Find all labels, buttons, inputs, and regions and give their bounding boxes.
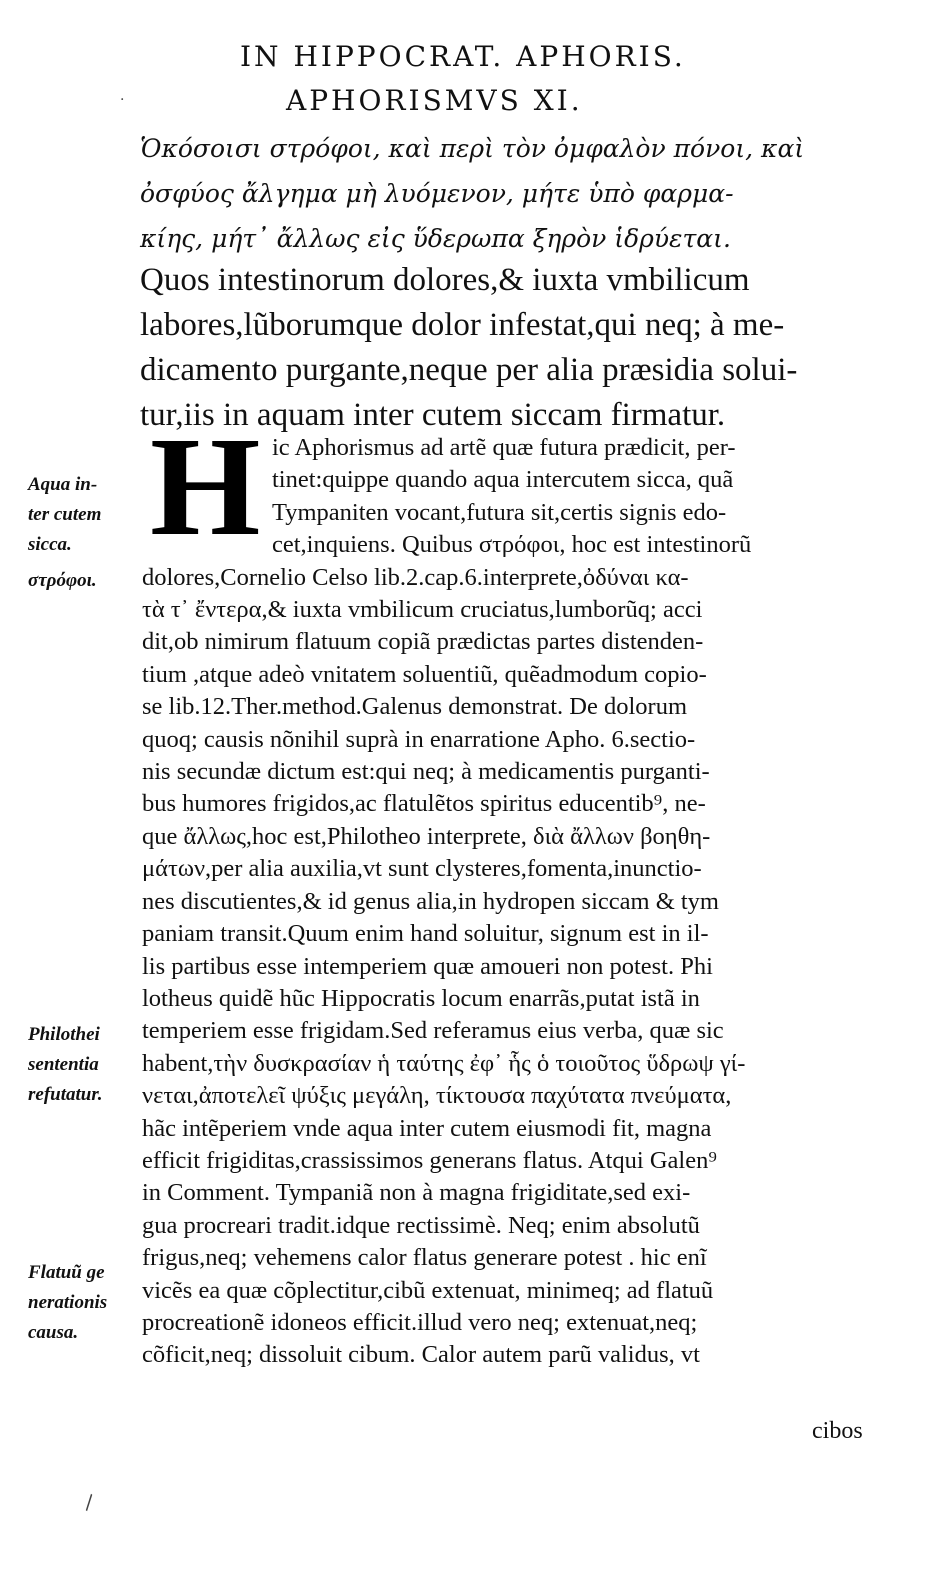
commentary-line: hãc intẽperiem vnde aqua inter cutem eiusmodi fit, magna <box>142 1114 712 1142</box>
commentary-line: dolores,Cornelio Celso lib.2.cap.6.interprete,ὀδύναι κα- <box>142 563 689 591</box>
commentary-line: τὰ τ᾽ ἔντερα,& iuxta vmbilicum cruciatus,lumborũq; acci <box>142 596 703 624</box>
greek-aphorism <box>140 126 860 261</box>
commentary-line: μάτων,per alia auxilia,vt sunt clysteres,fomenta,inunctio- <box>142 855 702 883</box>
commentary-line: lotheus quidẽ hũc Hippocratis locum enarrãs,putat istã in <box>142 984 700 1012</box>
commentary-line: ic Aphorismus ad artẽ quæ futura prædicit, per- <box>272 434 736 461</box>
commentary-line: νεται,ἀποτελεῖ ψύξις μεγάλη, τίκτουσα παχύτατα πνεύματα, <box>142 1082 732 1110</box>
drop-cap: H <box>150 407 261 565</box>
commentary-line: cõficit,neq; dissoluit cibum. Calor autem parũ validus, vt <box>142 1341 700 1369</box>
running-head: IN HIPPOCRAT. APHORIS. <box>240 40 686 73</box>
catchword: cibos <box>812 1418 863 1444</box>
aphorism-title: APHORISMVS XI. <box>286 84 583 117</box>
latin-line: Quos intestinorum dolores,& iuxta vmbilicum <box>140 262 750 298</box>
margin-note-line: refutatur. <box>28 1084 103 1105</box>
commentary-line: bus humores frigidos,ac flatulẽtos spiritus educentib⁹, ne- <box>142 790 706 818</box>
commentary-line: procreationẽ idoneos efficit.illud vero neq; extenuat,neq; <box>142 1308 698 1336</box>
commentary-line: gua procreari tradit.idque rectissimè. Neq; enim absolutũ <box>142 1211 700 1239</box>
margin-note-line: Aqua in- <box>28 474 98 495</box>
greek-line: κίης, μήτ᾽ ἄλλως εἰς ὕδερωπα ξηρὸν ἱδρύεται. <box>140 224 731 253</box>
margin-note-strophoi <box>28 566 140 596</box>
commentary-line: in Comment. Tympaniã non à magna frigiditate,sed exi- <box>142 1179 691 1207</box>
ink-speck: · <box>120 92 125 108</box>
commentary-line: quoq; causis nõnihil suprà in enarratione Apho. 6.sectio- <box>142 725 696 753</box>
margin-note-flatuum <box>28 1258 140 1348</box>
margin-note-line: Philothei <box>28 1024 100 1045</box>
commentary-line: cet,inquiens. Quibus στρόφοι, hoc est intestinorũ <box>272 531 752 559</box>
commentary-line: nis secundæ dictum est:qui neq; à medicamentis purganti- <box>142 758 710 786</box>
commentary-line: paniam transit.Quum enim hand soluitur, signum est in il- <box>142 920 709 948</box>
commentary-line: se lib.12.Ther.method.Galenus demonstrat. De dolorum <box>142 693 688 721</box>
commentary-line: Tympaniten vocant,futura sit,certis signis edo- <box>272 498 727 526</box>
commentary-line: temperiem esse frigidam.Sed referamus eius verba, quæ sic <box>142 1017 724 1045</box>
margin-note-line: nerationis <box>28 1292 108 1313</box>
ink-speck: \ <box>79 1490 100 1514</box>
greek-line: Ὁκόσοισι στρόφοι, καὶ περὶ τὸν ὀμφαλὸν πόνοι, καὶ <box>140 134 805 163</box>
margin-note-line: sententia <box>28 1054 99 1075</box>
margin-note-aqua <box>28 470 140 560</box>
margin-note-line: sicca. <box>28 534 72 555</box>
margin-note-line: Flatuũ ge <box>28 1262 105 1283</box>
commentary-line: frigus,neq; vehemens calor flatus generare potest . hic enĩ <box>142 1244 707 1272</box>
commentary-line: tium ,atque adeò vnitatem soluentiũ, quẽadmodum copio- <box>142 660 707 688</box>
commentary-line: nes discutientes,& id genus alia,in hydropen siccam & tym <box>142 887 719 915</box>
commentary-line: efficit frigiditas,crassissimos generans flatus. Atqui Galen⁹ <box>142 1146 717 1174</box>
latin-line: tur,iis in aquam inter cutem siccam firmatur. <box>140 397 726 433</box>
margin-note-line: causa. <box>28 1322 79 1343</box>
commentary-line: tinet:quippe quando aqua intercutem sicca, quã <box>272 466 734 494</box>
commentary-line: dit,ob nimirum flatuum copiã prædictas partes distenden- <box>142 628 704 656</box>
margin-note-philothei <box>28 1020 140 1110</box>
greek-line: ὀσφύος ἄλγημα μὴ λυόμενον, μήτε ὑπὸ φαρμα- <box>140 179 734 208</box>
commentary-line: vicẽs ea quæ cõplectitur,cibũ extenuat, minimeq; ad flatuũ <box>142 1276 714 1304</box>
margin-note-line: ter cutem <box>28 504 102 525</box>
commentary-line: que ἄλλως,hoc est,Philotheo interprete, διὰ ἄλλων βοηθη- <box>142 822 711 850</box>
latin-line: labores,lũborumque dolor infestat,qui neq; à me- <box>140 307 785 343</box>
margin-note-line: στρόφοι. <box>28 570 97 591</box>
commentary-line: habent,τὴν δυσκρασίαν ἡ ταύτης ἐφ᾽ ἧς ὁ τοιοῦτος ὕδρωψ γί- <box>142 1049 746 1077</box>
commentary-line: lis partibus esse intemperiem quæ amoueri non potest. Phi <box>142 952 713 980</box>
latin-line: dicamento purgante,neque per alia præsidia solui- <box>140 352 798 388</box>
